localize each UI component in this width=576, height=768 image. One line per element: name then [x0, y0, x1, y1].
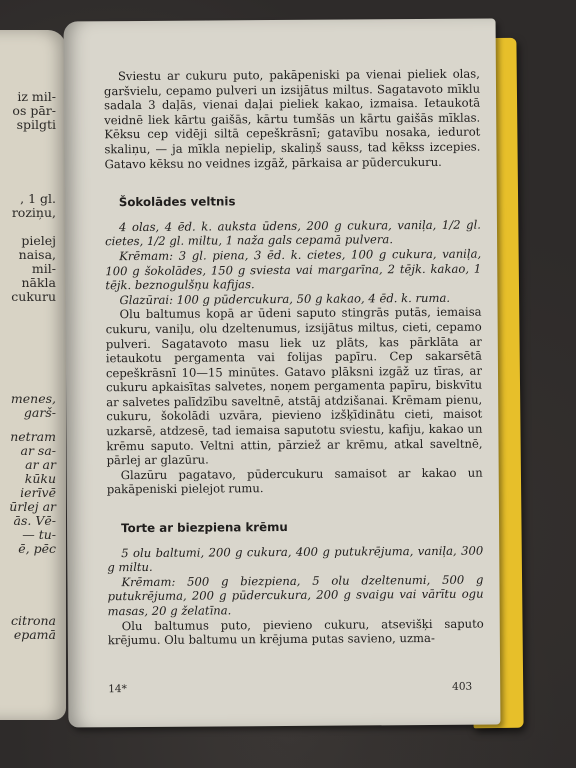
- left-page-fragment: roziņu,: [11, 205, 56, 220]
- ingredients-paragraph: 5 olu baltumi, 200 g cukura, 400 g putukrējuma, vaniļa, 300 g miltu.: [107, 543, 484, 575]
- left-page-fragment: ē, pēc: [18, 541, 56, 556]
- method-paragraph: Olu baltumus puto, pievieno cukuru, atsevišķi saputo krējumu. Olu baltumu un krējuma putas savieno, uzma-: [107, 616, 484, 648]
- left-page-fragment: ar ar: [25, 457, 56, 472]
- left-page-fragment: nākla: [21, 275, 56, 290]
- method-paragraph: Glazūru pagatavo, pūdercukuru samaisot ar kakao un pakāpeniski pielejot rumu.: [106, 465, 483, 497]
- left-page-fragment: kūku: [24, 471, 56, 486]
- page-footer: [108, 680, 473, 696]
- ingredients-paragraph: Glazūrai: 100 g pūdercukura, 50 g kakao, 4 ēd. k. ruma.: [119, 290, 451, 307]
- right-page: [64, 19, 501, 728]
- left-page-fragment: pielej: [21, 233, 56, 248]
- left-page-fragment: — tu-: [22, 527, 56, 542]
- left-page-fragment: cukuru: [11, 289, 56, 304]
- signature-mark: 14*: [108, 683, 127, 696]
- left-page-fragment: citrona: [10, 613, 56, 628]
- left-page-fragment: ierīvē: [20, 485, 56, 500]
- left-page-fragment: spilgti: [16, 117, 56, 132]
- left-page: [0, 30, 66, 720]
- left-page-fragment: iz mil-: [17, 89, 56, 104]
- left-page-fragment: mil-: [31, 261, 56, 276]
- ingredients-paragraph: Krēmam: 500 g biezpiena, 5 olu dzeltenumi, 500 g putukrējuma, 200 g pūdercukura, 200 g svaigu vai vārītu ogu masas, 20 g želatīna.: [107, 572, 484, 619]
- ingredients-paragraph: 4 olas, 4 ēd. k. auksta ūdens, 200 g cukura, vaniļa, 1/2 gl. cietes, 1/2 gl. miltu, 1 naža gals cepamā pulvera.: [105, 217, 482, 249]
- left-page-fragment: naisa,: [18, 247, 56, 262]
- page-number: 403: [452, 680, 473, 693]
- ingredients-paragraph: Krēmam: 3 gl. piena, 3 ēd. k. cietes, 100 g cukura, vaniļa, 100 g šokolādes, 150 g sviesta vai margarīna, 2 tējk. kakao, 1 tējk. beznogulšņu kafijas.: [105, 246, 482, 293]
- left-page-fragment: ūrlej ar: [9, 499, 56, 514]
- left-page-fragment: garš-: [23, 405, 56, 420]
- left-page-fragment: menes,: [10, 391, 56, 406]
- intro-paragraph: Sviestu ar cukuru puto, pakāpeniski pa vienai pieliek olas, garšvielu, cepamo pulveri un izsijātus miltus. Sagatavoto mīklu sadala 3 daļās, vienai daļai pieliek kakao, izmaisa. Ietaukotā veidnē liek kārtu gaišās, kārtu tumšās un kārtu gaišās mīklas. Kēksu cep vidēji siltā cepeškrāsnī; gatavību nosaka, iedurot skaliņu, — ja mīkla nepielip, skaliņš sauss, tad kēkss izcepies. Gatavo kēksu no veidnes izgāž, pārkaisa ar pūdercukuru.: [103, 66, 481, 171]
- left-page-fragment: os pār-: [12, 103, 56, 118]
- left-page-fragment: , 1 gl.: [20, 191, 56, 206]
- left-page-fragment: epamā: [13, 627, 56, 642]
- page-text: [104, 67, 484, 648]
- left-page-fragment: netram: [10, 429, 56, 444]
- section-title-sokolades-veltnis: Šokolādes veltnis: [118, 194, 236, 210]
- left-page-fragment: ās. Vē-: [13, 513, 56, 528]
- left-page-fragment: ar sa-: [20, 443, 56, 458]
- method-paragraph: Olu baltumus kopā ar ūdeni saputo stingrās putās, iemaisa cukuru, vaniļu, olu dzeltenumus, izsijātus miltus, cieti, cepamo pulveri. Sagatavoto masu liek uz plāts, kas pārklāta ar ietaukotu pergamenta vai folijas papīru. Cep sakarsētā cepeškrāsnī 10—15 minūtes. Gatavo plāksni izgāž uz tīras, ar cukuru apkaisītas salvetes, noņem pergamenta papīru, biskvītu ar salvetes palīdzību saveltnē, atstāj atdzišanai. Krēmam pienu, cukuru, šokolādi uzvāra, pievieno izšķīdinātu cieti, maisot uzkarsē, atdzesē, tad iemaisa saputotu sviestu, kafiju, kakao un krēmu saputo. Veltni attin, pārziež ar krēmu, atkal saveltnē, pārlej ar glazūru.: [105, 304, 483, 468]
- section-title-torte: Torte ar biezpiena krēmu: [121, 519, 288, 536]
